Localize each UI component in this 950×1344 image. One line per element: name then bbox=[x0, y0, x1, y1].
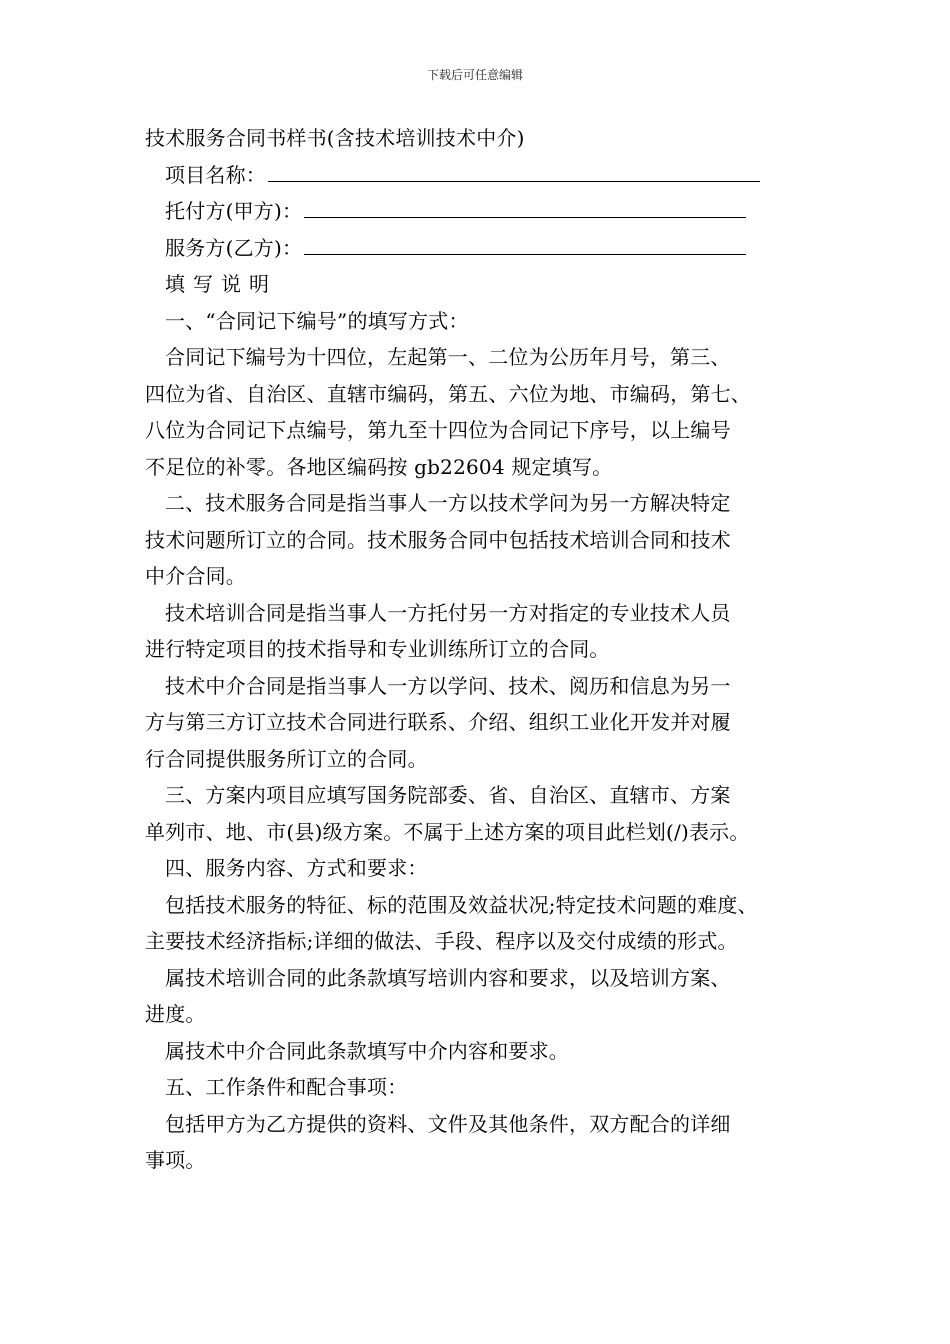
text-line: 五、工作条件和配合事项： bbox=[165, 1075, 408, 1099]
text-line: 属技术中介合同此条款填写中介内容和要求。 bbox=[165, 1038, 569, 1063]
instructions-heading: 填写说明 bbox=[165, 272, 277, 296]
provider-blank[interactable] bbox=[304, 232, 746, 255]
provider-field bbox=[145, 230, 835, 267]
text-line: 不足位的补零。各地区编码按 gb22604 规定填写。 bbox=[145, 454, 613, 479]
text-line: 单列市、地、市(县)级方案。不属于上述方案的项目此栏划(/)表示。 bbox=[145, 819, 750, 844]
text-line: 技术问题所订立的合同。技术服务合同中包括技术培训合同和技术 bbox=[145, 527, 731, 552]
client-label: 托付方(甲方)： bbox=[165, 199, 303, 223]
document-title: 技术服务合同书样书(含技术培训技术中介) bbox=[145, 126, 525, 150]
text-line: 技术培训合同是指当事人一方托付另一方对指定的专业技术人员 bbox=[165, 600, 731, 625]
text-line: 方与第三方订立技术合同进行联系、介绍、组织工业化开发并对履 bbox=[145, 710, 731, 734]
provider-label: 服务方(乙方)： bbox=[165, 235, 303, 260]
text-line: 三、方案内项目应填写国务院部委、省、自治区、直辖市、方案 bbox=[165, 783, 731, 807]
text-line: 一、“合同记下编号”的填写方式： bbox=[165, 308, 469, 333]
text-line: 进度。 bbox=[145, 1002, 206, 1026]
instructions bbox=[145, 266, 835, 1179]
text-line: 二、技术服务合同是指当事人一方以技术学问为另一方解决特定 bbox=[165, 491, 731, 515]
text-line: 包括技术服务的特征、标的范围及效益状况;特定技术问题的难度、 bbox=[165, 892, 758, 917]
project-name-field bbox=[145, 157, 835, 194]
text-line: 合同记下编号为十四位，左起第一、二位为公历年月号，第三、 bbox=[165, 345, 731, 369]
text-line: 包括甲方为乙方提供的资料、文件及其他条件，双方配合的详细 bbox=[165, 1111, 731, 1136]
text-line: 中介合同。 bbox=[145, 564, 246, 588]
text-line: 属技术培训合同的此条款填写培训内容和要求，以及培训方案、 bbox=[165, 965, 731, 990]
text-line: 八位为合同记下点编号，第九至十四位为合同记下序号，以上编号 bbox=[145, 418, 731, 442]
text-line: 主要技术经济指标;详细的做法、手段、程序以及交付成绩的形式。 bbox=[145, 929, 738, 953]
page-header: 下载后可任意编辑 bbox=[426, 68, 523, 82]
text-line: 四、服务内容、方式和要求： bbox=[165, 856, 428, 880]
text-line: 行合同提供服务所订立的合同。 bbox=[145, 746, 428, 771]
text-line: 四位为省、自治区、直辖市编码，第五、六位为地、市编码，第七、 bbox=[145, 381, 751, 406]
text-line: 进行特定项目的技术指导和专业训练所订立的合同。 bbox=[145, 637, 610, 661]
project-name-blank[interactable] bbox=[268, 159, 760, 182]
document-body bbox=[145, 120, 835, 1179]
text-line: 事项。 bbox=[145, 1148, 206, 1172]
client-blank[interactable] bbox=[304, 195, 746, 218]
text-line: 技术中介合同是指当事人一方以学问、技术、阅历和信息为另一 bbox=[165, 673, 731, 698]
project-name-label: 项目名称： bbox=[165, 162, 266, 187]
client-field bbox=[145, 193, 835, 230]
